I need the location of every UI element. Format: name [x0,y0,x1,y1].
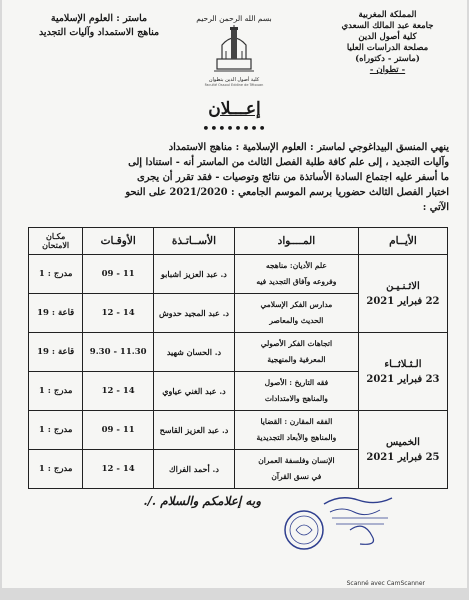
body-line: وآليات التجديد ، إلى علم كافة طلبة الفصل الثالث من الماستر أنه - استنادا إلى [128,157,449,168]
announcement-title: إعـــلان [208,99,261,119]
table-row [29,411,448,450]
room-cell: مدرج : 1 [29,255,83,294]
professor-cell: د. عبد الغني عياوي [154,372,235,411]
announcement-body [21,140,449,215]
professor-cell: د. عبد العزيز القاسح [154,411,235,450]
header-professor: الأســاتـذة [154,228,235,255]
table-row [29,255,448,294]
subject-cell [234,450,358,489]
subject-cell [234,411,358,450]
header-room-line2: الامتحان [42,240,70,250]
header-right-line: (ماستر - دكتوراه) [355,54,420,64]
room-cell: مدرج : 1 [29,372,83,411]
time-cell: 09 - 11 [83,411,154,450]
time-cell: 09 - 11 [83,255,154,294]
room-cell: قاعة : 19 [29,333,83,372]
closing-phrase: وبه إعلامكم والسلام ./. [143,494,261,508]
faculty-emblem [186,14,282,88]
professor-cell: د. الحسان شهيد [154,333,235,372]
day-cell [358,411,447,489]
subject-cell [234,333,358,372]
subject-line: فقه التاريخ : الأصول [264,378,329,387]
day-date: 23 فبراير 2021 [366,373,440,385]
subject-line: مدارس الفكر الإسلامي [260,300,333,309]
stamp-and-signature-icon [280,490,400,560]
body-line: ينهي المنسق البيداغوجي لماستر : العلوم الإسلامية : مناهج الاستمداد [168,142,449,153]
room-cell: مدرج : 1 [29,450,83,489]
subject-line: والمناهج والامتدادات [264,394,328,403]
time-cell: 12 - 14 [83,294,154,333]
scanner-watermark: Scanné avec CamScanner [346,580,425,587]
body-line: ما أسفر عليه اجتماع السادة الأساتذة من نتائج وتوصيات - فقد تقرر أن يجرى [137,172,449,183]
room-cell: مدرج : 1 [29,411,83,450]
day-name: الـثـلاثــاء [384,358,422,370]
subject-cell [234,255,358,294]
table-header-row [29,228,448,255]
basmala: بسم الله الرحمن الرحيم [196,14,272,23]
day-date: 25 فبراير 2021 [366,451,440,463]
body-line: الآتي : [422,202,449,213]
subject-line: علم الأديان: مناهجه [265,261,327,270]
faculty-logo-icon [212,25,256,77]
subject-line: وفروعه وآفاق التجديد فيه [256,277,337,286]
header-room-line1: مكـان [45,231,66,241]
body-line: اختبار الفصل الثالث حضوريا برسم الموسم الجامعي : 2021/2020 على النحو [125,187,449,198]
day-cell [358,333,447,411]
time-cell: 12 - 14 [83,450,154,489]
header-right-line: كلية أصول الدين [358,32,417,42]
subject-line: الفقه المقارن : القضايا [260,417,333,426]
professor-cell: د. عبد المجيد حدوش [154,294,235,333]
professor-cell: د. عبد العزيز اشبابو [154,255,235,294]
program-header [14,12,184,40]
header-room [29,228,83,255]
logo-subcaption: Faculté Ossoul Eddine de Tétouan [204,83,264,87]
subject-cell [234,372,358,411]
title-dots: •••••••• [202,122,267,135]
professor-cell: د. أحمد الفراك [154,450,235,489]
logo-caption: كلية أصول الدين بتطوان [208,77,260,83]
subject-line: الإنسان وفلسفة العمران [258,456,335,465]
day-name: الاثـنـيـن [386,280,420,292]
header-right-line: - تطوان - [369,65,406,75]
room-cell: قاعة : 19 [29,294,83,333]
subject-line: والمناهج والأبعاد التجديدية [256,433,337,442]
header-day: الأيــام [358,228,447,255]
day-date: 22 فبراير 2021 [366,295,440,307]
institution-header [320,10,455,76]
subject-line: اتجاهات الفكر الأصولي [260,339,333,348]
document-page [2,0,467,588]
subject-line: الحديث والمعاصر [269,316,324,325]
header-right-line: مصلحة الدراسات العليا [346,43,429,53]
time-cell: 12 - 14 [83,372,154,411]
header-right-line: المملكة المغربية [358,10,417,20]
subject-cell [234,294,358,333]
exam-schedule-table [28,227,448,489]
day-name: الخميس [386,436,420,448]
header-left-line: ماستر : العلوم الإسلامية [50,13,148,24]
header-subject: المــــواد [234,228,358,255]
time-cell: 9.30 - 11.30 [83,333,154,372]
day-cell [358,255,447,333]
table-row [29,333,448,372]
subject-line: في نسق القرآن [271,472,322,481]
header-right-line: جامعة عبد المالك السعدي [341,21,434,31]
subject-line: المعرفية والمنهجية [267,355,326,364]
header-left-line: مناهج الاستمداد وآليات التجديد [38,27,160,38]
header-time: الأوقـات [83,228,154,255]
